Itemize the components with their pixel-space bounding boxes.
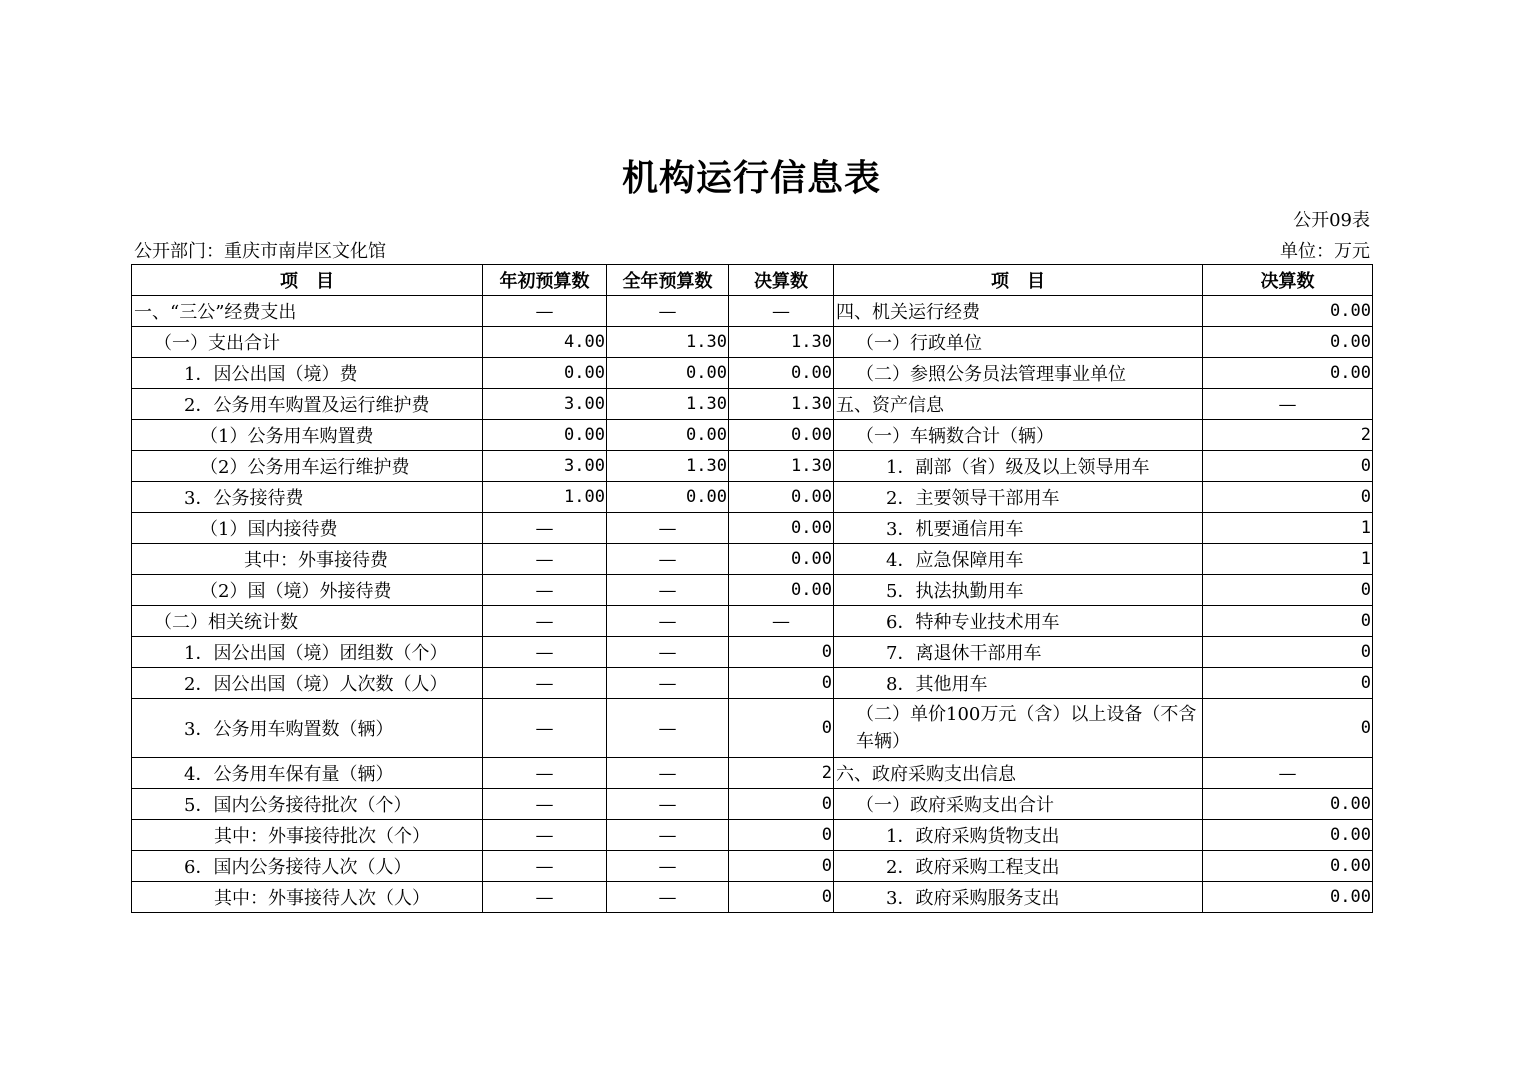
row-right-item: 8．其他用车 [834,668,1203,699]
row-right-final: 0.00 [1203,820,1373,851]
row-initial-budget: — [483,296,607,327]
row-final: 0.00 [729,482,834,513]
row-initial-budget: — [483,699,607,758]
row-right-item: 5．执法执勤用车 [834,575,1203,606]
row-annual-budget: — [607,575,729,606]
row-right-item: （二）单价100万元（含）以上设备（不含车辆） [834,699,1203,758]
row-right-item: 1．副部（省）级及以上领导用车 [834,451,1203,482]
table-row [132,544,1373,575]
row-final: 0.00 [729,544,834,575]
row-right-final: 0.00 [1203,789,1373,820]
row-initial-budget: 3.00 [483,389,607,420]
table-body [132,296,1373,913]
row-annual-budget: — [607,758,729,789]
row-right-item: （一）政府采购支出合计 [834,789,1203,820]
row-right-final: 0 [1203,668,1373,699]
header-final: 决算数 [729,265,834,296]
row-initial-budget: — [483,851,607,882]
row-left-item: （二）相关统计数 [132,606,483,637]
header-annual-budget: 全年预算数 [607,265,729,296]
row-left-item: （一）支出合计 [132,327,483,358]
row-left-item: 1．因公出国（境）团组数（个） [132,637,483,668]
row-right-final: 0 [1203,482,1373,513]
row-annual-budget: — [607,789,729,820]
row-initial-budget: — [483,820,607,851]
row-right-final: — [1203,389,1373,420]
row-right-item: 六、政府采购支出信息 [834,758,1203,789]
row-final: 0 [729,637,834,668]
unit-label: 单位：万元 [1280,241,1370,262]
row-right-final: 0.00 [1203,882,1373,913]
row-final: 2 [729,758,834,789]
row-left-item: 6．国内公务接待人次（人） [132,851,483,882]
row-initial-budget: — [483,606,607,637]
row-left-item: 其中：外事接待批次（个） [132,820,483,851]
row-initial-budget: 1.00 [483,482,607,513]
row-initial-budget: 0.00 [483,358,607,389]
row-annual-budget: — [607,699,729,758]
row-final: 0 [729,882,834,913]
row-final: 0.00 [729,513,834,544]
row-final: 0 [729,851,834,882]
table-row [132,699,1373,758]
header-initial-budget: 年初预算数 [483,265,607,296]
row-left-item: 4．公务用车保有量（辆） [132,758,483,789]
row-left-item: （2）公务用车运行维护费 [132,451,483,482]
row-annual-budget: — [607,606,729,637]
row-final: 0.00 [729,358,834,389]
row-annual-budget: 0.00 [607,482,729,513]
row-right-final: 0 [1203,637,1373,668]
row-left-item: 3．公务接待费 [132,482,483,513]
table-row [132,451,1373,482]
row-annual-budget: 0.00 [607,420,729,451]
table-row [132,758,1373,789]
table-row [132,789,1373,820]
row-final: 1.30 [729,327,834,358]
row-right-item: 2．主要领导干部用车 [834,482,1203,513]
table-row [132,389,1373,420]
table-row [132,358,1373,389]
row-left-item: 其中：外事接待人次（人） [132,882,483,913]
row-final: 0 [729,668,834,699]
row-final: — [729,606,834,637]
row-initial-budget: — [483,882,607,913]
row-right-item: 6．特种专业技术用车 [834,606,1203,637]
row-left-item: 5．国内公务接待批次（个） [132,789,483,820]
row-annual-budget: 1.30 [607,451,729,482]
table-number: 公开09表 [1293,210,1370,231]
table-row [132,668,1373,699]
header-right-item: 项 目 [834,265,1203,296]
row-left-item: 1．因公出国（境）费 [132,358,483,389]
table-row [132,420,1373,451]
row-left-item: 3．公务用车购置数（辆） [132,699,483,758]
row-right-item: 四、机关运行经费 [834,296,1203,327]
row-left-item: 一、“三公”经费支出 [132,296,483,327]
row-right-item: 7．离退休干部用车 [834,637,1203,668]
row-initial-budget: — [483,637,607,668]
table-row [132,482,1373,513]
row-right-item: 五、资产信息 [834,389,1203,420]
row-right-final: 0 [1203,606,1373,637]
table-row [132,637,1373,668]
row-right-final: 2 [1203,420,1373,451]
row-right-final: 0 [1203,699,1373,758]
row-annual-budget: — [607,668,729,699]
row-left-item: （1）公务用车购置费 [132,420,483,451]
row-right-item: 2．政府采购工程支出 [834,851,1203,882]
row-left-item: （2）国（境）外接待费 [132,575,483,606]
row-initial-budget: — [483,575,607,606]
table-row [132,851,1373,882]
row-annual-budget: — [607,820,729,851]
row-annual-budget: — [607,513,729,544]
row-right-item: （一）车辆数合计（辆） [834,420,1203,451]
row-initial-budget: 0.00 [483,420,607,451]
header-right-final: 决算数 [1203,265,1373,296]
row-initial-budget: 4.00 [483,327,607,358]
row-initial-budget: 3.00 [483,451,607,482]
row-initial-budget: — [483,789,607,820]
table-row [132,296,1373,327]
row-right-item: 4．应急保障用车 [834,544,1203,575]
table-row [132,575,1373,606]
row-right-final: 0.00 [1203,296,1373,327]
row-annual-budget: — [607,637,729,668]
row-final: 0 [729,789,834,820]
row-initial-budget: — [483,513,607,544]
table-row [132,882,1373,913]
row-right-final: 0.00 [1203,358,1373,389]
row-final: 1.30 [729,389,834,420]
row-final: 0.00 [729,420,834,451]
row-right-item: 3．政府采购服务支出 [834,882,1203,913]
table-row [132,606,1373,637]
row-annual-budget: — [607,882,729,913]
row-annual-budget: 0.00 [607,358,729,389]
row-right-final: 1 [1203,513,1373,544]
row-left-item: （1）国内接待费 [132,513,483,544]
department-label: 公开部门：重庆市南岸区文化馆 [134,241,386,262]
row-right-final: 1 [1203,544,1373,575]
row-final: 0 [729,820,834,851]
row-final: 1.30 [729,451,834,482]
row-final: 0.00 [729,575,834,606]
table-row [132,327,1373,358]
row-annual-budget: 1.30 [607,327,729,358]
table-row [132,513,1373,544]
row-final: — [729,296,834,327]
row-annual-budget: — [607,296,729,327]
table-row [132,820,1373,851]
row-initial-budget: — [483,668,607,699]
row-annual-budget: 1.30 [607,389,729,420]
row-initial-budget: — [483,544,607,575]
row-left-item: 其中：外事接待费 [132,544,483,575]
header-row [132,265,1373,296]
row-right-item: 1．政府采购货物支出 [834,820,1203,851]
row-right-item: 3．机要通信用车 [834,513,1203,544]
row-left-item: 2．公务用车购置及运行维护费 [132,389,483,420]
row-right-final: 0 [1203,451,1373,482]
row-annual-budget: — [607,544,729,575]
row-right-final: — [1203,758,1373,789]
header-left-item: 项 目 [132,265,483,296]
info-table [131,264,1373,913]
row-right-item: （一）行政单位 [834,327,1203,358]
row-right-item: （二）参照公务员法管理事业单位 [834,358,1203,389]
row-right-final: 0.00 [1203,851,1373,882]
row-final: 0 [729,699,834,758]
row-initial-budget: — [483,758,607,789]
row-left-item: 2．因公出国（境）人次数（人） [132,668,483,699]
row-annual-budget: — [607,851,729,882]
page-title: 机构运行信息表 [621,158,881,199]
row-right-final: 0.00 [1203,327,1373,358]
row-right-final: 0 [1203,575,1373,606]
